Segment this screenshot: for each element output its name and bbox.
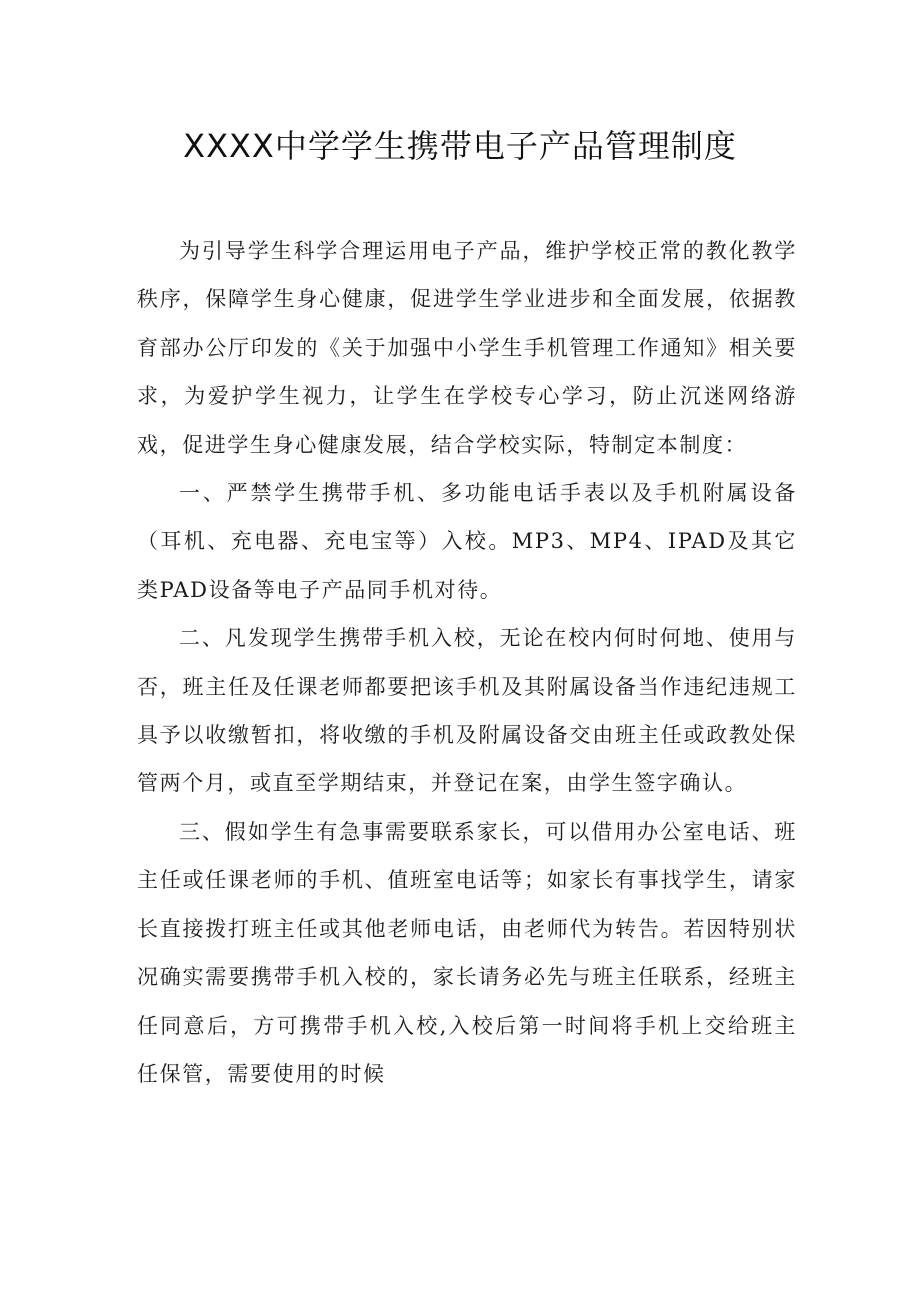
paragraph-rule-3: 三、假如学生有急事需要联系家长，可以借用办公室电话、班主任或任课老师的手机、值班室电话等；如家长有事找学生，请家长直接拨打班主任或其他老师电话，由老师代为转告。若因特别状况确实需要携带手机入校的，家长请务必先与班主任联系，经班主任同意后，方可携带手机入校,入校后第一时间将手机上交给班主任保管，需要使用的时候 [137, 819, 797, 1086]
document-body [137, 227, 797, 1098]
paragraph-intro: 为引导学生科学合理运用电子产品，维护学校正常的教化教学秩序，保障学生身心健康，促进学生学业进步和全面发展，依据教育部办公厅印发的《关于加强中小学生手机管理工作通知》相关要求，为爱护学生视力，让学生在学校专心学习，防止沉迷网络游戏，促进学生身心健康发展，结合学校实际，特制定本制度： [137, 239, 797, 457]
document-title: XXXX中学学生携带电子产品管理制度 [183, 127, 737, 165]
paragraph-rule-1: 一、严禁学生携带手机、多功能电话手表以及手机附属设备（耳机、充电器、充电宝等）入校。MP3、MP4、IPAD及其它类PAD设备等电子产品同手机对待。 [137, 481, 797, 602]
paragraph-rule-2: 二、凡发现学生携带手机入校，无论在校内何时何地、使用与否，班主任及任课老师都要把该手机及其附属设备当作违纪违规工具予以收缴暂扣，将收缴的手机及附属设备交由班主任或政教处保管两个月，或直至学期结束，并登记在案，由学生签字确认。 [137, 626, 797, 796]
